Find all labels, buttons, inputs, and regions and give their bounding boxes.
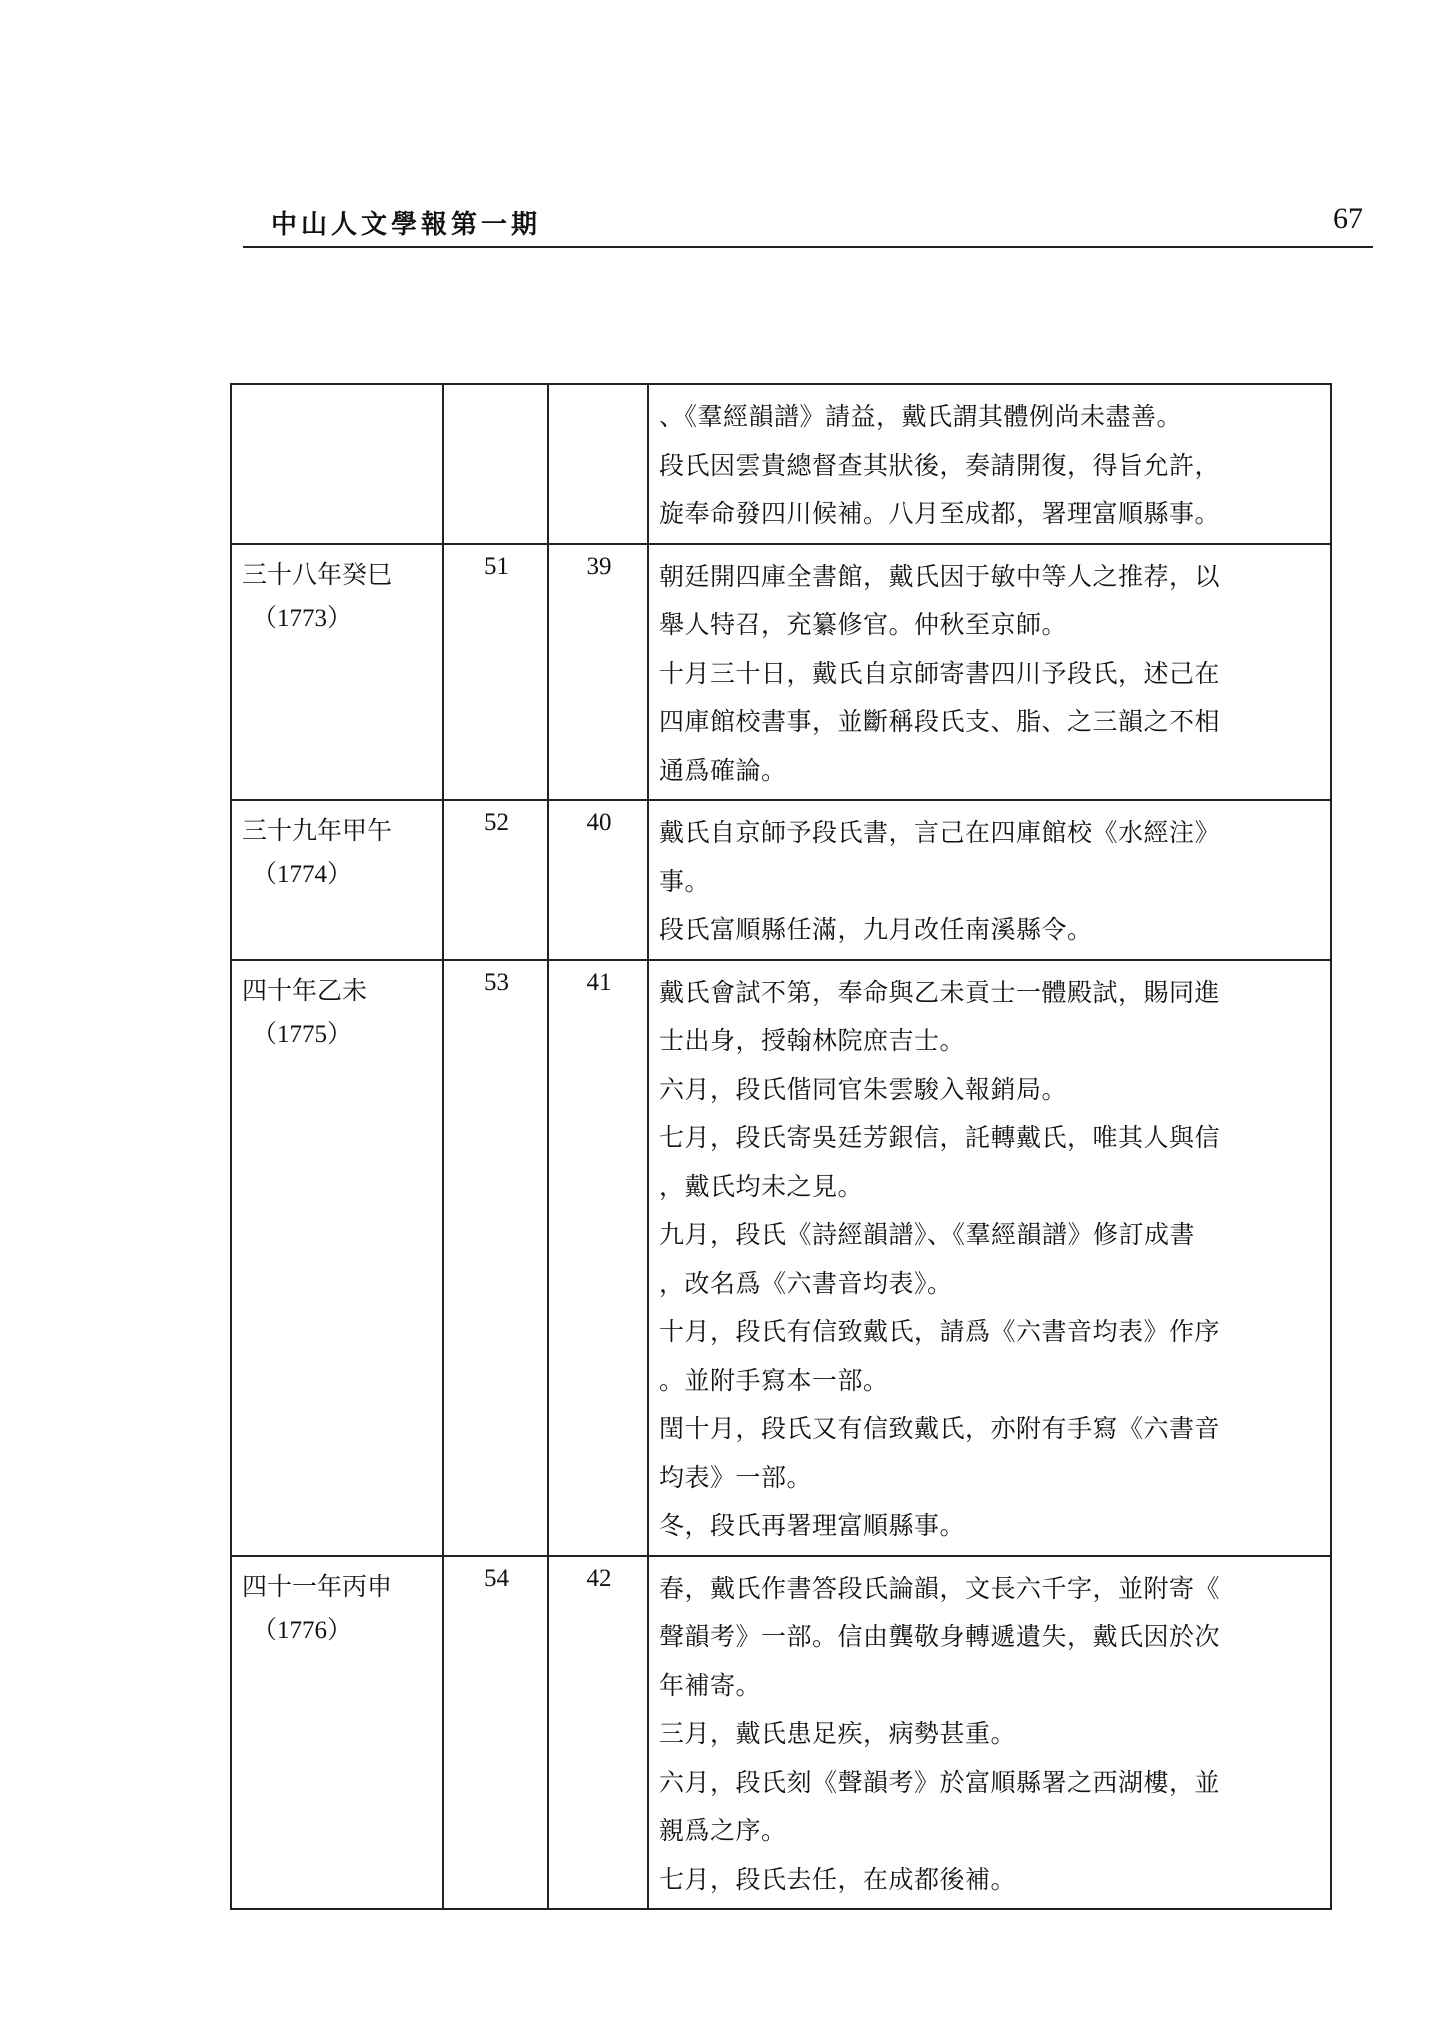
table-body xyxy=(231,384,1331,1909)
events-cell xyxy=(648,960,1331,1556)
journal-title: 中山人文學報第一期 xyxy=(271,210,542,240)
table-row xyxy=(231,960,1331,1556)
event-line: 通爲確論。 xyxy=(659,755,787,785)
event-line: 六月，段氏刻《聲韻考》於富順縣署之西湖樓，並 xyxy=(659,1767,1221,1797)
dai-age-cell: 51 xyxy=(443,544,548,801)
year-cell xyxy=(231,544,443,801)
event-line: 段氏因雲貴總督查其狀後，奏請開復，得旨允許， xyxy=(659,450,1221,480)
event-line: 九月，段氏《詩經韻譜》、《羣經韻譜》修訂成書 xyxy=(659,1220,1196,1249)
event-line: 冬，段氏再署理富順縣事。 xyxy=(659,1511,966,1540)
era-name: 四十一年丙申 xyxy=(242,1571,393,1601)
events-cell xyxy=(648,1556,1331,1910)
event-line: 春，戴氏作書答段氏論韻，文長六千字，並附寄《 xyxy=(659,1573,1221,1603)
event-line: 聲韻考》一部。信由龔敬身轉遞遺失，戴氏因於次 xyxy=(659,1622,1221,1651)
dai-age-cell: 53 xyxy=(443,960,548,1556)
ad-year: （1775） xyxy=(252,1020,353,1048)
era-name: 四十年乙未 xyxy=(242,975,368,1005)
ad-year: （1776） xyxy=(252,1616,353,1644)
dai-age-cell: 52 xyxy=(443,800,548,960)
table-row xyxy=(231,544,1331,801)
year-cell xyxy=(231,800,443,960)
chronology-table xyxy=(230,383,1332,1910)
event-line: 朝廷開四庫全書館，戴氏因于敏中等人之推荐，以 xyxy=(659,561,1221,591)
table-row xyxy=(231,800,1331,960)
event-line: 舉人特召，充纂修官。仲秋至京師。 xyxy=(659,610,1068,639)
event-line: 親爲之序。 xyxy=(659,1816,787,1845)
event-line: 十月，段氏有信致戴氏，請爲《六書音均表》作序 xyxy=(659,1317,1221,1346)
year-cell xyxy=(231,1556,443,1910)
dai-age-cell: 54 xyxy=(443,1556,548,1910)
event-line: ，戴氏均未之見。 xyxy=(659,1171,864,1201)
ad-year: （1774） xyxy=(252,861,353,888)
page-number: 67 xyxy=(1333,202,1363,235)
event-line: 均表》一部。 xyxy=(659,1462,813,1492)
event-line: 七月，段氏去任，在成都後補。 xyxy=(659,1864,1017,1894)
ad-year: （1773） xyxy=(252,604,353,632)
event-line: 閏十月，段氏又有信致戴氏，亦附有手寫《六書音 xyxy=(659,1414,1221,1443)
year-cell xyxy=(231,384,443,544)
event-line: 、《羣經韻譜》請益，戴氏謂其體例尚未盡善。 xyxy=(659,402,1183,431)
events-cell xyxy=(648,384,1331,544)
event-line: 三月，戴氏患足疾，病勢甚重。 xyxy=(659,1719,1017,1748)
event-line: 十月三十日，戴氏自京師寄書四川予段氏，述己在 xyxy=(659,658,1221,688)
table-row xyxy=(231,1556,1331,1910)
events-cell xyxy=(648,800,1331,960)
event-line: 士出身，授翰林院庶吉士。 xyxy=(659,1026,966,1055)
event-line: 。並附手寫本一部。 xyxy=(659,1365,889,1395)
dai-age-cell xyxy=(443,384,548,544)
duan-age-cell: 41 xyxy=(548,960,648,1556)
event-line: 旋奉命發四川候補。八月至成都，署理富順縣事。 xyxy=(659,499,1221,528)
event-line: 戴氏自京師予段氏書，言己在四庫館校《水經注》 xyxy=(659,818,1221,847)
event-line: 四庫館校書事，並斷稱段氏支、脂、之三韻之不相 xyxy=(659,707,1221,736)
year-cell xyxy=(231,960,443,1556)
event-line: 六月，段氏偕同官朱雲駿入報銷局。 xyxy=(659,1074,1068,1104)
table-row xyxy=(231,384,1331,544)
event-line: ，改名爲《六書音均表》。 xyxy=(659,1268,953,1298)
page-header xyxy=(243,198,1373,248)
duan-age-cell: 39 xyxy=(548,544,648,801)
era-name: 三十八年癸巳 xyxy=(242,559,393,589)
era-name: 三十九年甲午 xyxy=(242,816,393,845)
event-line: 年補寄。 xyxy=(659,1670,762,1700)
duan-age-cell xyxy=(548,384,648,544)
duan-age-cell: 42 xyxy=(548,1556,648,1910)
events-cell xyxy=(648,544,1331,801)
duan-age-cell: 40 xyxy=(548,800,648,960)
event-line: 七月，段氏寄吳廷芳銀信，託轉戴氏，唯其人與信 xyxy=(659,1123,1221,1152)
event-line: 段氏富順縣任滿，九月改任南溪縣令。 xyxy=(659,915,1093,944)
event-line: 事。 xyxy=(659,866,711,896)
event-line: 戴氏會試不第，奉命與乙未貢士一體殿試，賜同進 xyxy=(659,977,1221,1007)
